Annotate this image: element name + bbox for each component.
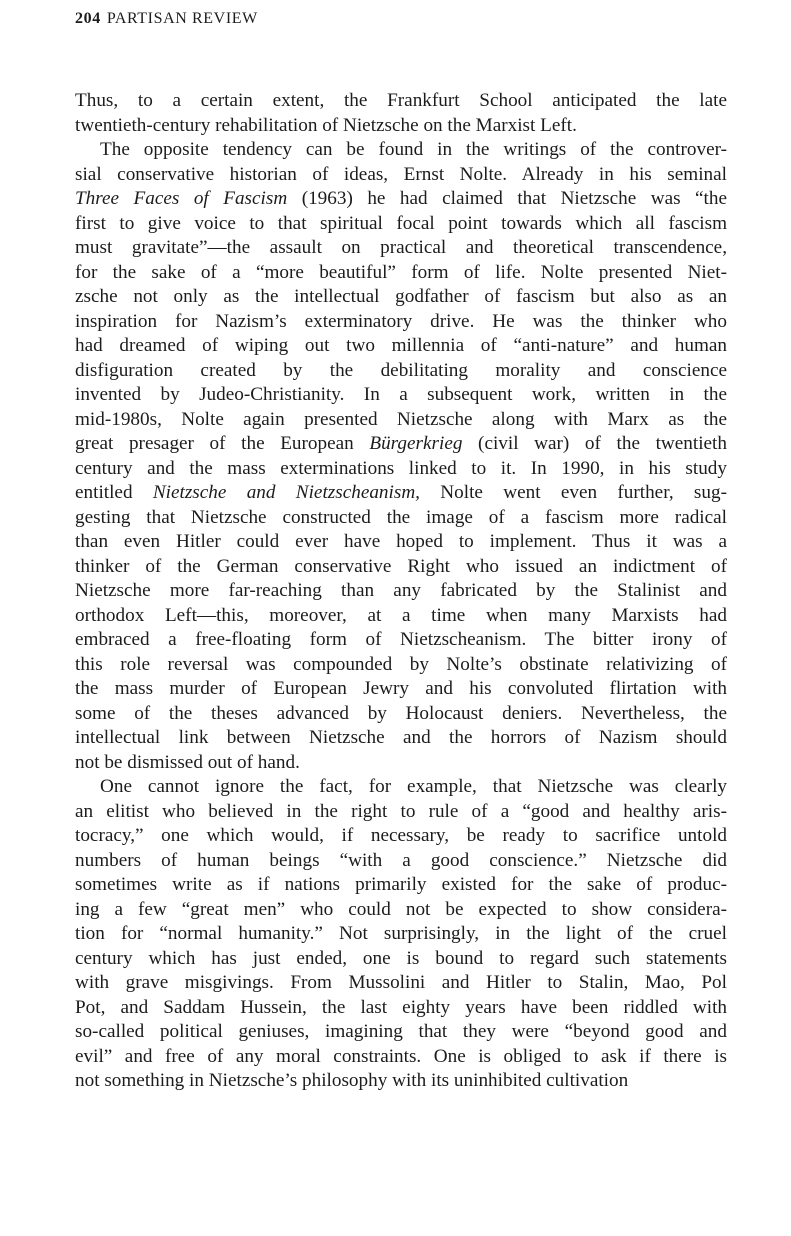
text-run: tion for “normal humanity.” Not surprisingly, in the light of the cruel <box>75 923 727 944</box>
text-line <box>75 114 727 139</box>
text-run: zsche not only as the intellectual godfather of fascism but also as an <box>75 286 727 307</box>
text-line <box>75 138 727 163</box>
body-text <box>75 89 727 1094</box>
text-line <box>75 163 727 188</box>
text-run: One cannot ignore the fact, for example, that Nietzsche was clearly <box>100 776 727 797</box>
text-run: century which has just ended, one is bound to regard such statements <box>75 947 727 969</box>
text-line <box>75 604 727 629</box>
italic-title: Nietzsche and Nietzscheanism, <box>152 482 420 503</box>
text-line <box>75 1069 727 1094</box>
text-run: mid-1980s, Nolte again presented Nietzsche along with Marx as the <box>75 408 727 430</box>
text-run: first to give voice to that spiritual focal point towards which all fascism <box>75 212 727 234</box>
text-run: an elitist who believed in the right to rule of a “good and healthy aris- <box>75 800 727 822</box>
text-run: tocracy,” one which would, if necessary, be ready to sacrifice untold <box>75 825 727 846</box>
text-line <box>75 1020 727 1045</box>
text-line <box>75 408 727 433</box>
text-line <box>75 359 727 384</box>
text-line <box>75 1045 727 1070</box>
text-run: disfiguration created by the debilitating morality and conscience <box>75 359 727 381</box>
text-run: not be dismissed out of hand. <box>75 751 300 773</box>
text-line <box>75 334 727 359</box>
text-run: intellectual link between Nietzsche and the horrors of Nazism should <box>75 727 727 748</box>
text-line <box>75 432 727 457</box>
text-line <box>75 849 727 874</box>
text-run: century and the mass exterminations linked to it. In 1990, in his study <box>75 457 727 479</box>
text-line <box>75 187 727 212</box>
text-line <box>75 726 727 751</box>
text-run: (1963) he had claimed that Nietzsche was “the <box>287 188 727 209</box>
text-run: with grave misgivings. From Mussolini and Hitler to Stalin, Mao, Pol <box>75 972 727 993</box>
text-run: ing a few “great men” who could not be expected to show considera- <box>75 898 727 920</box>
page-number: 204 <box>75 10 101 27</box>
text-run: had dreamed of wiping out two millennia of “anti-nature” and human <box>75 335 727 356</box>
text-line <box>75 383 727 408</box>
running-head <box>75 10 258 28</box>
text-line <box>75 481 727 506</box>
text-line <box>75 506 727 531</box>
text-line <box>75 824 727 849</box>
text-run: gesting that Nietzsche constructed the image of a fascism more radical <box>75 506 727 528</box>
paragraph <box>75 138 727 775</box>
text-run: Nietzsche more far-reaching than any fabricated by the Stalinist and <box>75 580 727 601</box>
text-run: must gravitate”—the assault on practical and theoretical transcendence, <box>75 237 727 258</box>
text-run: sial conservative historian of ideas, Ernst Nolte. Already in his seminal <box>75 163 727 185</box>
text-line <box>75 653 727 678</box>
italic-title: Three Faces of Fascism <box>75 188 288 209</box>
text-run: so-called political geniuses, imagining that they were “beyond good and <box>75 1021 727 1042</box>
text-run: twentieth-century rehabilitation of Nietzsche on the Marxist Left. <box>75 114 577 136</box>
text-run: orthodox Left—this, moreover, at a time when many Marxists had <box>75 604 727 626</box>
text-run: embraced a free-floating form of Nietzscheanism. The bitter irony of <box>75 629 727 650</box>
text-line <box>75 775 727 800</box>
text-line <box>75 555 727 580</box>
text-run: the mass murder of European Jewry and his convoluted flirtation with <box>75 678 727 699</box>
text-line <box>75 800 727 825</box>
text-line <box>75 898 727 923</box>
italic-title: Bürgerkrieg <box>369 433 463 454</box>
text-run: great presager of the European <box>75 433 370 454</box>
text-run: not something in Nietzsche’s philosophy with its uninhibited cultivation <box>75 1070 629 1091</box>
text-line <box>75 212 727 237</box>
text-line <box>75 261 727 286</box>
journal-title: PARTISAN REVIEW <box>106 10 258 27</box>
text-run: invented by Judeo-Christianity. In a subsequent work, written in the <box>75 384 727 405</box>
text-line <box>75 457 727 482</box>
text-line <box>75 236 727 261</box>
text-run: thinker of the German conservative Right who issued an indictment of <box>75 555 727 577</box>
text-run: Pot, and Saddam Hussein, the last eighty years have been riddled with <box>75 996 727 1018</box>
text-line <box>75 530 727 555</box>
text-line <box>75 971 727 996</box>
text-line <box>75 751 727 776</box>
text-line <box>75 579 727 604</box>
text-line <box>75 996 727 1021</box>
text-line <box>75 702 727 727</box>
text-run: some of the theses advanced by Holocaust deniers. Nevertheless, the <box>75 702 727 724</box>
text-run: Nolte went even further, sug- <box>419 482 727 503</box>
text-line <box>75 922 727 947</box>
text-run: sometimes write as if nations primarily existed for the sake of produc- <box>75 874 727 895</box>
text-line <box>75 873 727 898</box>
text-run: (civil war) of the twentieth <box>462 433 727 454</box>
text-run: Thus, to a certain extent, the Frankfurt School anticipated the late <box>75 90 727 111</box>
text-run: The opposite tendency can be found in the writings of the controver- <box>100 139 727 160</box>
text-run: evil” and free of any moral constraints. One is obliged to ask if there is <box>75 1045 727 1067</box>
paragraph <box>75 775 727 1094</box>
text-run: than even Hitler could ever have hoped to implement. Thus it was a <box>75 531 727 552</box>
text-line <box>75 677 727 702</box>
text-run: this role reversal was compounded by Nolte’s obstinate relativizing of <box>75 653 727 675</box>
text-run: inspiration for Nazism’s exterminatory drive. He was the thinker who <box>75 310 727 332</box>
text-run: entitled <box>75 482 153 503</box>
text-line <box>75 310 727 335</box>
text-line <box>75 628 727 653</box>
text-line <box>75 285 727 310</box>
text-run: numbers of human beings “with a good conscience.” Nietzsche did <box>75 849 727 871</box>
text-run: for the sake of a “more beautiful” form of life. Nolte presented Niet- <box>75 261 727 283</box>
text-line <box>75 947 727 972</box>
paragraph <box>75 89 727 138</box>
text-line <box>75 89 727 114</box>
